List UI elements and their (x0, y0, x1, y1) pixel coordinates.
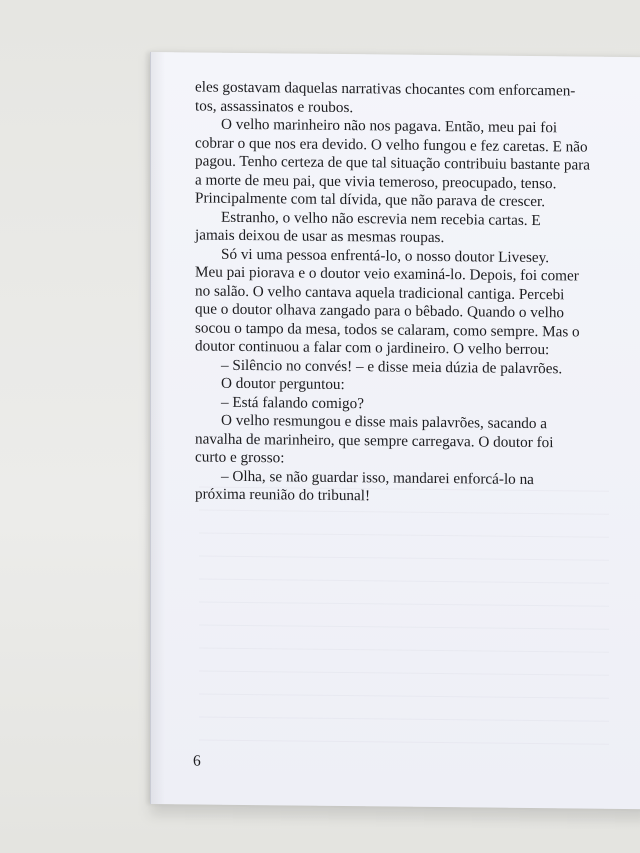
text-line: Estranho, o velho não escrevia nem recebia cartas. E (221, 208, 541, 229)
bleed-through-text (199, 465, 609, 745)
dialogue-line: – Está falando comigo? (221, 393, 364, 412)
text-line: navalha de marinheiro, que sempre carregava. O doutor foi (195, 429, 554, 451)
page-number: 6 (193, 752, 201, 770)
page-body-text (195, 78, 619, 508)
text-line: a morte de meu pai, que vivia temeroso, preocupado, tenso. (195, 170, 557, 192)
text-line: O velho resmungou e disse mais palavrões, sacando a (221, 411, 548, 433)
text-line: Principalmente com tal dívida, que não parava de crescer. (195, 189, 546, 211)
text-line: jamais deixou de usar as mesmas roupas. (195, 226, 445, 247)
text-line: Meu pai piorava e o doutor veio examiná-lo. Depois, foi comer (195, 263, 579, 285)
text-line: pagou. Tenho certeza de que tal situação contribuiu bastante para (195, 152, 591, 174)
text-line: socou o tampo da mesa, todos se calaram, como sempre. Mas o (195, 318, 580, 340)
text-line: O velho marinheiro não nos pagava. Então, meu pai foi (221, 115, 558, 137)
text-line: tos, assassinatos e roubos. (195, 96, 354, 116)
text-line: Só vi uma pessoa enfrentá-lo, o nosso doutor Livesey. (221, 245, 550, 266)
text-line: doutor continuou a falar com o jardineiro. O velho berrou: (195, 337, 550, 359)
dialogue-line: – Silêncio no convés! – e disse meia dúzia de palavrões. (221, 356, 563, 377)
text-line: cobrar o que nos era devido. O velho fungou e fez caretas. E não (195, 133, 588, 156)
text-line: próxima reunião do tribunal! (195, 485, 371, 505)
text-line: curto e grosso: (195, 448, 285, 467)
book-page (150, 52, 640, 809)
text-line: O doutor perguntou: (221, 374, 345, 394)
text-line: no salão. O velho cantava aquela tradicional cantiga. Percebi (195, 281, 565, 303)
dialogue-line: – Olha, se não guardar isso, mandarei enforcá-lo na (221, 467, 534, 488)
text-line: que o doutor olhava zangado para o bêbado. Quando o velho (195, 300, 565, 322)
text-line: eles gostavam daquelas narrativas chocantes com enforcamen- (195, 78, 576, 100)
